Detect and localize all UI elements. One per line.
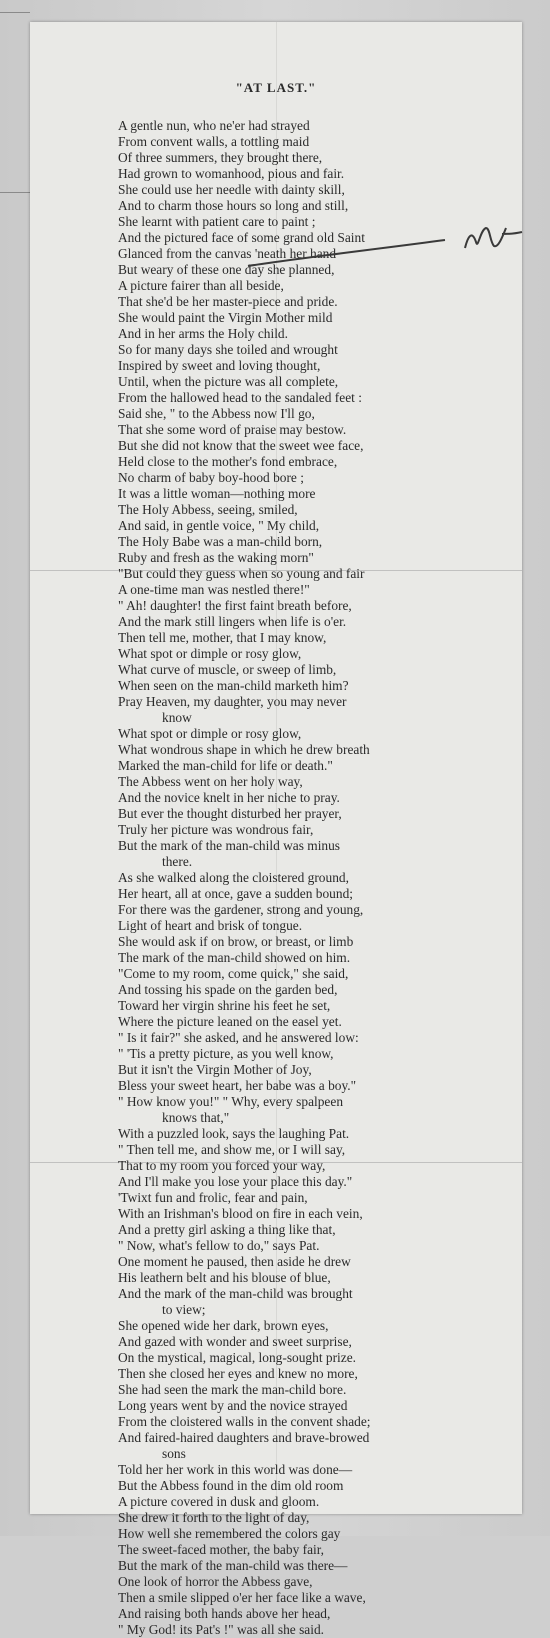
poem-line: That she some word of praise may bestow. [118, 422, 347, 437]
poem-line: And a pretty girl asking a thing like that, [118, 1222, 336, 1237]
poem-line: What spot or dimple or rosy glow, [118, 646, 302, 661]
poem-line: Then she closed her eyes and knew no more, [118, 1366, 358, 1381]
poem-line: And said, in gentle voice, " My child, [118, 518, 320, 533]
poem-line: Ruby and fresh as the waking morn" [118, 550, 314, 565]
poem-line: A one-time man was nestled there!" [118, 582, 310, 597]
poem-line: What spot or dimple or rosy glow, [118, 726, 302, 741]
poem-line: His leathern belt and his blouse of blue, [118, 1270, 331, 1285]
poem-line: Long years went by and the novice strayed [118, 1398, 348, 1413]
poem-line: And I'll make you lose your place this day." [118, 1174, 353, 1189]
poem-line: " Ah! daughter! the first faint breath before, [118, 598, 352, 613]
poem-line: She had seen the mark the man-child bore. [118, 1382, 347, 1397]
poem-line: Of three summers, they brought there, [118, 150, 323, 165]
poem-line: Inspired by sweet and loving thought, [118, 358, 321, 373]
poem-line: Pray Heaven, my daughter, you may never [118, 694, 347, 709]
poem-line: She could use her needle with dainty skill, [118, 182, 345, 197]
poem-line: As she walked along the cloistered ground, [118, 870, 349, 885]
poem-line: And the mark still lingers when life is o'er. [118, 614, 347, 629]
poem-line: Where the picture leaned on the easel yet. [118, 1014, 342, 1029]
poem-line: " Now, what's fellow to do," says Pat. [118, 1238, 320, 1253]
poem-line: From the cloistered walls in the convent shade; [118, 1414, 371, 1429]
poem-line: Toward her virgin shrine his feet he set, [118, 998, 331, 1013]
poem-line: "But could they guess when so young and fair [118, 566, 365, 581]
poem-line: Glanced from the canvas 'neath her hand [118, 246, 337, 261]
poem-line: She would paint the Virgin Mother mild [118, 310, 333, 325]
poem-line: And the novice knelt in her niche to pray. [118, 790, 340, 805]
poem-line: But the mark of the man-child was minus [118, 838, 341, 853]
poem-line: knows that," [162, 1110, 230, 1125]
poem-line: From convent walls, a tottling maid [118, 134, 310, 149]
poem-line: " How know you!" " Why, every spalpeen [118, 1094, 344, 1109]
poem-line: One moment he paused, then aside he drew [118, 1254, 351, 1269]
poem-line: "Come to my room, come quick," she said, [118, 966, 349, 981]
poem-line: With a puzzled look, says the laughing Pat. [118, 1126, 350, 1141]
poem-line: " My God! its Pat's !" was all she said. [118, 1622, 325, 1637]
poem-line: But weary of these one day she planned, [118, 262, 335, 277]
poem-line: One look of horror the Abbess gave, [118, 1574, 313, 1589]
poem-line: But it isn't the Virgin Mother of Joy, [118, 1062, 312, 1077]
poem-line: And raising both hands above her head, [118, 1606, 331, 1621]
ledger-rule [0, 12, 30, 13]
poem-line: know [162, 710, 192, 725]
poem-line: The Holy Babe was a man-child born, [118, 534, 323, 549]
poem-line: Had grown to womanhood, pious and fair. [118, 166, 345, 181]
poem-line: No charm of baby boy-hood bore ; [118, 470, 304, 485]
poem-line: But the Abbess found in the dim old room [118, 1478, 344, 1493]
poem-line: Held close to the mother's fond embrace, [118, 454, 338, 469]
poem-title: "AT LAST." [235, 80, 317, 95]
poem-line: The sweet-faced mother, the baby fair, [118, 1542, 325, 1557]
poem-line: How well she remembered the colors gay [118, 1526, 341, 1541]
poem-line: She learnt with patient care to paint ; [118, 214, 316, 229]
poem-line: And the pictured face of some grand old Saint [118, 230, 365, 245]
poem-line: What curve of muscle, or sweep of limb, [118, 662, 337, 677]
poem-line: But she did not know that the sweet wee face, [118, 438, 364, 453]
poem-line: Truly her picture was wondrous fair, [118, 822, 314, 837]
poem-line: When seen on the man-child marketh him? [118, 678, 349, 693]
newspaper-clipping [30, 22, 522, 1637]
poem-line: Light of heart and brisk of tongue. [118, 918, 303, 933]
poem-line: Told her her work in this world was done— [118, 1462, 353, 1477]
poem-line: On the mystical, magical, long-sought prize. [118, 1350, 356, 1365]
poem-line: And gazed with wonder and sweet surprise, [118, 1334, 352, 1349]
poem-line: Marked the man-child for life or death." [118, 758, 333, 773]
poem-line: And to charm those hours so long and still, [118, 198, 349, 213]
poem-line: The Holy Abbess, seeing, smiled, [118, 502, 298, 517]
poem-line: A picture fairer than all beside, [118, 278, 284, 293]
poem-line: But the mark of the man-child was there— [118, 1558, 348, 1573]
poem-line: Her heart, all at once, gave a sudden bound; [118, 886, 353, 901]
poem-line: there. [162, 854, 193, 869]
poem-line: She would ask if on brow, or breast, or limb [118, 934, 354, 949]
poem-line: A picture covered in dusk and gloom. [118, 1494, 320, 1509]
poem-line: But ever the thought disturbed her prayer, [118, 806, 342, 821]
poem-line: 'Twixt fun and frolic, fear and pain, [118, 1190, 308, 1205]
poem-line: Bless your sweet heart, her babe was a boy." [118, 1078, 357, 1093]
poem-line: " 'Tis a pretty picture, as you well know, [118, 1046, 334, 1061]
poem-line: For there was the gardener, strong and young, [118, 902, 364, 917]
poem-line: With an Irishman's blood on fire in each vein, [118, 1206, 363, 1221]
poem-line: Said she, " to the Abbess now I'll go, [118, 406, 315, 421]
poem-line: A gentle nun, who ne'er had strayed [118, 118, 310, 133]
poem-line: The Abbess went on her holy way, [118, 774, 303, 789]
poem-line: It was a little woman—nothing more [118, 486, 316, 501]
poem-line: From the hallowed head to the sandaled feet : [118, 390, 362, 405]
poem-line: What wondrous shape in which he drew breath [118, 742, 370, 757]
poem-line: sons [162, 1446, 186, 1461]
poem-line: She drew it forth to the light of day, [118, 1510, 310, 1525]
poem-line: " Is it fair?" she asked, and he answered low: [118, 1030, 359, 1045]
poem-line: And the mark of the man-child was brought [118, 1286, 353, 1301]
poem-line: And faired-haired daughters and brave-browed [118, 1430, 370, 1445]
poem-body [118, 118, 518, 1638]
poem-line: Until, when the picture was all complete, [118, 374, 339, 389]
poem-line: Then tell me, mother, that I may know, [118, 630, 327, 645]
ledger-rule [0, 192, 30, 193]
poem-line: to view; [162, 1302, 206, 1317]
poem-line: So for many days she toiled and wrought [118, 342, 338, 357]
poem-line: " Then tell me, and show me, or I will say, [118, 1142, 346, 1157]
poem-line: That to my room you forced your way, [118, 1158, 326, 1173]
poem-line: And in her arms the Holy child. [118, 326, 288, 341]
poem-line: That she'd be her master-piece and pride. [118, 294, 338, 309]
poem-line: Then a smile slipped o'er her face like a wave, [118, 1590, 366, 1605]
poem-line: The mark of the man-child showed on him. [118, 950, 351, 965]
poem-line: And tossing his spade on the garden bed, [118, 982, 338, 997]
poem-line: She opened wide her dark, brown eyes, [118, 1318, 329, 1333]
